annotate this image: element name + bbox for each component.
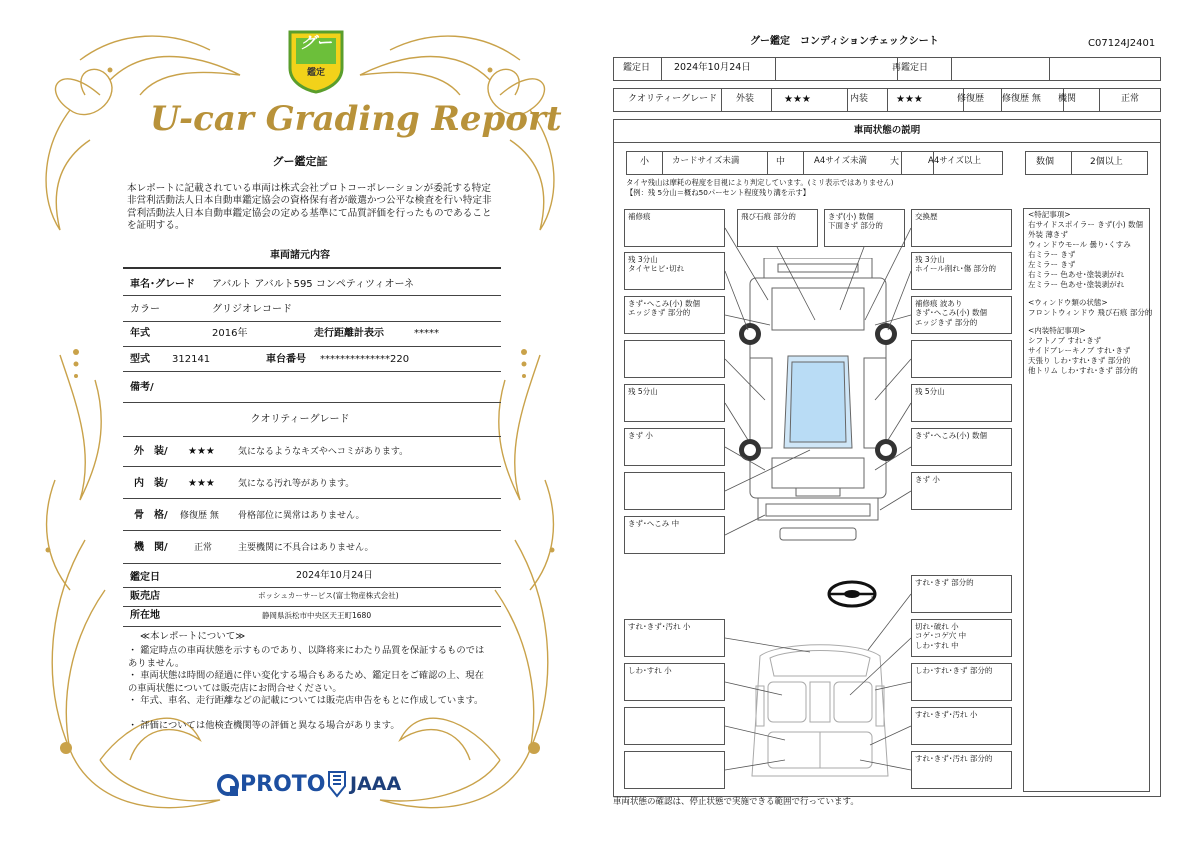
count-label: 数個: [1036, 157, 1055, 167]
exterior-note: 気になるようなキズやヘコミがあります。: [238, 447, 409, 457]
ext-left-text: 残 5分山: [628, 387, 658, 396]
ext-right-text: きず 小: [915, 475, 940, 484]
exterior-label: 外 装/: [134, 446, 168, 457]
ext-left-text: 補修痕: [628, 212, 651, 221]
interior-header: <内装特記事項>: [1028, 326, 1086, 335]
ext-top-text: きず(小) 数個 下面きず 部分的: [828, 212, 883, 231]
window-item: フロントウィンドウ 飛び石痕 部分的: [1028, 308, 1153, 317]
dealer-value: ボッシュカーサービス(富士物産株式会社): [258, 591, 399, 600]
size-small-desc: カードサイズ未満: [672, 156, 740, 166]
section-title: 車両状態の説明: [853, 125, 921, 136]
count-desc: 2個以上: [1090, 157, 1123, 167]
interior-note: 気になる汚れ等があります。: [238, 479, 355, 489]
quality-label: クオリティーグレード: [628, 94, 718, 104]
jaaa-logo-icon: [326, 770, 348, 798]
note-item: ・ 評価については他検査機関等の評価と異なる場合があります。: [128, 720, 400, 731]
ext-stars: ★★★: [784, 94, 811, 105]
mileage-label: 走行距離計表示: [314, 328, 384, 339]
interior-leader-lines: [600, 0, 1200, 848]
year-value: 2016年: [212, 328, 248, 339]
tire-example: 【例：残 5分山＝概ね50パーセント程度残り溝を示す】: [626, 188, 810, 197]
spec-header: 車両諸元内容: [270, 250, 330, 261]
ext-right-text: 残 3分山 ホイール削れ･傷 部分的: [915, 255, 996, 274]
interior-item: シフトノブ すれ･きず: [1028, 336, 1102, 345]
special-header: <特記事項>: [1028, 210, 1071, 219]
repair-label: 修復歴: [957, 94, 985, 104]
special-item: 左ミラー 色あせ･塗装剥がれ: [1028, 280, 1125, 289]
condition-check-sheet: [600, 0, 1200, 848]
date-value: 2024年10月24日: [674, 62, 751, 73]
engine-note: 主要機関に不具合はありません。: [238, 543, 374, 553]
int-left-text: しわ･すれ 小: [628, 666, 672, 675]
engine-label: 機関: [1058, 94, 1077, 104]
sheet-title: グー鑑定 コンディションチェックシート: [750, 36, 939, 47]
interior-item: 他トリム しわ･すれ･きず 部分的: [1028, 366, 1138, 375]
dealer-label: 販売店: [130, 591, 160, 602]
interior-stars: ★★★: [188, 478, 215, 489]
address-value: 静岡県浜松市中央区天王町1680: [262, 611, 372, 620]
size-large-desc: A4サイズ以上: [928, 156, 982, 166]
ext-right-text: 残 5分山: [915, 387, 945, 396]
model-value: 312141: [172, 354, 211, 365]
interior-label: 内 装/: [134, 478, 168, 489]
date-label: 鑑定日: [623, 63, 651, 73]
special-item: 左ミラー きず: [1028, 260, 1076, 269]
chassis-value: **************220: [320, 354, 410, 365]
size-mid-desc: A4サイズ未満: [814, 156, 868, 166]
interior-item: 天張り しわ･すれ･きず 部分的: [1028, 356, 1131, 365]
tire-note: タイヤ残山は摩耗の程度を目視により判定しています。(ミリ表示ではありません): [626, 178, 894, 187]
frame-label: 骨 格/: [134, 510, 168, 521]
report-title: U-car Grading Report: [150, 99, 562, 139]
window-header: <ウィンドウ類の状態>: [1028, 298, 1108, 307]
ext-label: 外装: [736, 94, 755, 104]
repair-value: 修復歴 無: [1002, 94, 1041, 104]
chassis-label: 車台番号: [266, 354, 306, 365]
int-left-text: すれ･きず･汚れ 小: [628, 622, 691, 631]
size-mid: 中: [776, 157, 786, 167]
color-value: グリジオレコード: [212, 304, 292, 315]
note-item: ・ 鑑定時点の車両状態を示すものであり、以降将来にわたり品質を保証するものではありません。: [128, 645, 485, 669]
size-large: 大: [890, 157, 900, 167]
proto-logo-text: PROTO: [240, 772, 326, 797]
document-id: C07124J2401: [1088, 38, 1156, 49]
special-item: 右サイドスポイラー きず(小) 数個: [1028, 220, 1144, 229]
remarks-label: 備考/: [130, 382, 154, 393]
ext-left-text: 残 3分山 タイヤヒビ･切れ: [628, 255, 685, 274]
car-name-value: アバルト アバルト595 コンペティツィオーネ: [212, 279, 414, 290]
appraisal-date-label: 鑑定日: [130, 572, 160, 583]
engine-label: 機 関/: [134, 542, 168, 553]
redate-label: 再鑑定日: [892, 63, 929, 73]
note-item: ・ 車両状態は時間の経過に伴い変化する場合もあるため、鑑定日をご確認の上、現在の車両状態については販売店にお問合せください。: [128, 670, 484, 694]
exterior-stars: ★★★: [188, 446, 215, 457]
ext-right-text: 交換歴: [915, 212, 938, 221]
note-item: ・ 年式、車名、走行距離などの記載については販売店申告をもとに作成しています。: [128, 695, 484, 706]
ext-left-text: きず 小: [628, 431, 653, 440]
mileage-value: *****: [414, 328, 439, 339]
model-label: 型式: [130, 354, 150, 365]
quality-header: クオリティーグレード: [250, 414, 350, 425]
special-item: 右ミラー 色あせ･塗装剥がれ: [1028, 270, 1125, 279]
interior-item: サイドブレーキノブ すれ･きず: [1028, 346, 1131, 355]
badge-text: グー: [299, 33, 332, 52]
address-label: 所在地: [130, 610, 160, 621]
ext-top-text: 飛び石痕 部分的: [741, 212, 796, 221]
footer-note: 車両状態の確認は、停止状態で実施できる範囲で行っています。: [613, 797, 859, 807]
int-right-text: すれ･きず･汚れ 小: [915, 710, 978, 719]
int-stars: ★★★: [896, 94, 923, 105]
ext-right-text: 補修痕 波あり きず･へこみ(小) 数個 エッジきず 部分的: [915, 299, 987, 327]
frame-value: 修復歴 無: [180, 511, 219, 521]
proto-logo-icon: [216, 772, 240, 798]
int-right-text: すれ･きず･汚れ 部分的: [915, 754, 993, 763]
frame-note: 骨格部位に異常はありません。: [238, 511, 365, 521]
int-label: 内装: [850, 94, 869, 104]
special-item: ウィンドウモール 曇り･くすみ: [1028, 240, 1131, 249]
ext-left-text: きず･へこみ 中: [628, 519, 680, 528]
engine-value: 正常: [1121, 94, 1140, 104]
special-item: 右ミラー きず: [1028, 250, 1076, 259]
notes-header: ≪本レポートについて≫: [140, 631, 246, 642]
int-right-text: 切れ･破れ 小 コゲ･コゲ穴 中 しわ･すれ 中: [915, 622, 967, 650]
size-small: 小: [640, 157, 650, 167]
certificate-subtitle: グー鑑定証: [272, 155, 328, 168]
ext-left-text: きず･へこみ(小) 数個 エッジきず 部分的: [628, 299, 700, 318]
int-right-text: すれ･きず 部分的: [915, 578, 974, 587]
intro-text: 本レポートに記載されている車両は株式会社プロトコーポレーションが委託する特定非営利活動法人日本自動車鑑定協会の資格保有者が厳選かつ公平な検査を行い特定非営利活動法人日本自動車鑑定協会の定める基準にて品質評価を行ったものであることを証明する。: [127, 183, 492, 232]
appraisal-date-value: 2024年10月24日: [296, 570, 373, 581]
engine-value: 正常: [194, 543, 213, 553]
special-item: 外装 薄きず: [1028, 230, 1068, 239]
car-name-label: 車名･グレード: [130, 279, 195, 290]
int-right-text: しわ･すれ･きず 部分的: [915, 666, 993, 675]
year-label: 年式: [130, 328, 150, 339]
jaaa-logo-text: JAAA: [350, 773, 402, 795]
ext-right-text: きず･へこみ(小) 数個: [915, 431, 987, 440]
badge-subtext: 鑑定: [306, 68, 325, 78]
color-label: カラー: [130, 304, 160, 315]
